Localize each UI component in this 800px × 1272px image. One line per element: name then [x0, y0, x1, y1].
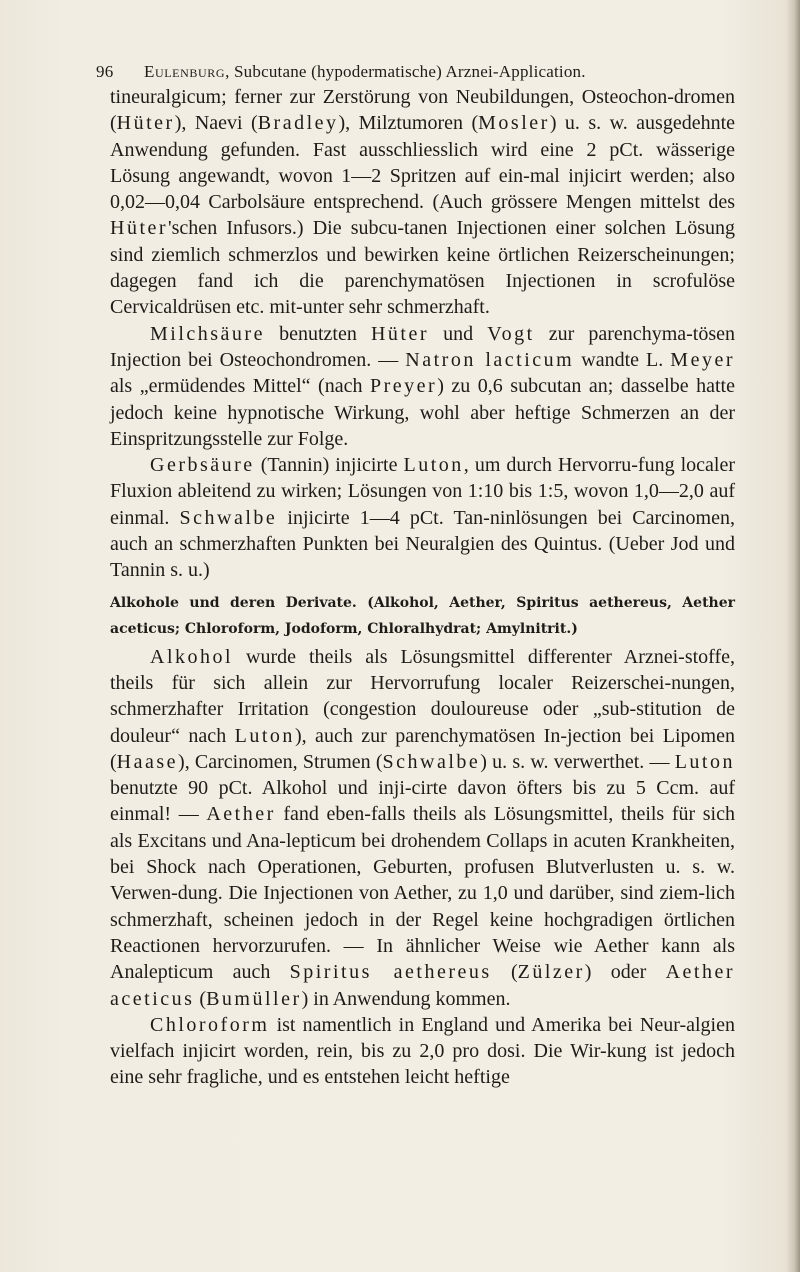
page-edge-shadow: [786, 0, 800, 1272]
paragraph: Milchsäure benutzten Hüter und Vogt zur parenchyma-tösen Injection bei Osteochondromen. — Natron lacticum wandte L. Meyer als „ermüdendes Mittel“ (nach Preyer) zu 0,6 subcutan an; dasselbe hatte jedoch keine hypnotische Wirkung, wohl aber heftige Schmerzen an der Einspritzungsstelle zur Folge.: [110, 322, 735, 450]
page-number: 96: [96, 62, 114, 81]
paragraph: tineuralgicum; ferner zur Zerstörung von Neubildungen, Osteochon-dromen (Hüter), Naevi (Bradley), Milztumoren (Mosler) u. s. w. ausgedehnte Anwendung gefunden. Fast ausschliesslich wird eine 2 pCt. wässerige Lösung angewandt, wovon 1—2 Spritzen auf ein-mal injicirt werden; also 0,02—0,04 Carbolsäure entsprechend. (Auch grössere Mengen mittelst des Hüter'schen Infusors.) Die subcu-tanen Injectionen einer solchen Lösung sind ziemlich schmerzlos und bewirken keine örtlichen Reizerscheinungen; dagegen fand ich die parenchymatösen Injectionen in scrofulöse Cervicaldrüsen etc. mit-unter sehr schmerzhaft.: [110, 86, 736, 319]
section-heading: Alkohole und deren Derivate. (Alkohol, Aether, Spiritus aethereus, Aether aceticus; Chloroform, Jodoform, Chloralhydrat; Amylnitrit.): [110, 594, 735, 637]
paragraph: Gerbsäure (Tannin) injicirte Luton, um durch Hervorru-fung localer Fluxion ableitend zu wirken; Lösungen von 1:10 bis 1:5, wovon 1,0—2,0 auf einmal. Schwalbe injicirte 1—4 pCt. Tan-ninlösungen bei Carcinomen, auch an schmerzhaften Punkten bei Neuralgien des Quintus. (Ueber Jod und Tannin s. u.): [110, 454, 735, 582]
running-header: [96, 62, 716, 82]
paragraph: Alkohol wurde theils als Lösungsmittel differenter Arznei-stoffe, theils für sich allein zur Hervorrufung localer Reizerschei-nungen, schmerzhafter Irritation (congestion douloureuse oder „sub-stitution de douleur“ nach Luton), auch zur parenchymatösen In-jection bei Lipomen (Haase), Carcinomen, Strumen (Schwalbe) u. s. w. verwerthet. — Luton benutzte 90 pCt. Alkohol und inji-cirte davon öfters bis zu 5 Ccm. auf einmal! — Aether fand eben-falls theils als Lösungsmittel, theils für sich als Excitans und Ana-lepticum bei drohendem Collaps in acuten Krankheiten, bei Shock nach Operationen, Geburten, profusen Blutverlusten u. s. w. Verwen-dung. Die Injectionen von Aether, zu 1,0 und darüber, sind ziem-lich schmerzhaft, scheinen jedoch in der Regel keine hochgradigen örtlichen Reactionen hervorzurufen. — In ähnlicher Weise wie Aether kann als Analepticum auch Spiritus aethereus (Zülzer) oder Aether aceticus (Bumüller) in Anwendung kommen.: [110, 645, 735, 1010]
paragraph: Chloroform ist namentlich in England und Amerika bei Neur-algien vielfach injicirt worden, rein, bis zu 2,0 pro dosi. Die Wir-kung ist jedoch eine sehr fragliche, und es entstehen leicht heftige: [110, 1013, 735, 1089]
header-title: , Subcutane (hypodermatische) Arznei-Application.: [225, 62, 586, 81]
text-body: [110, 84, 735, 1091]
header-author: Eulenburg: [144, 62, 226, 81]
